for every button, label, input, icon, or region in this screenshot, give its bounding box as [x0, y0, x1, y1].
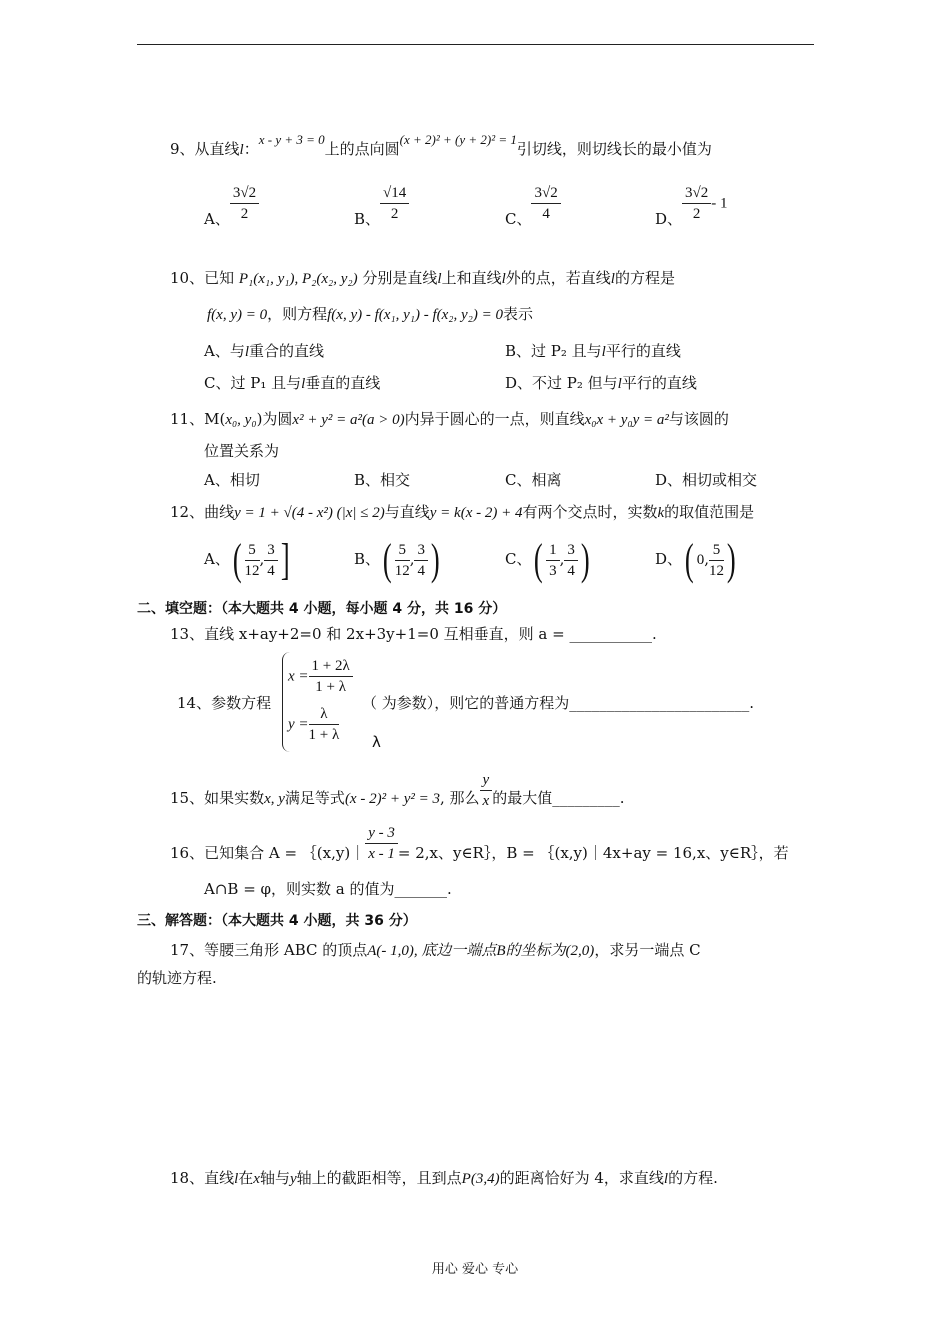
question-12: 12、曲线y = 1 + √(4 - x²) (|x| ≤ 2)与直线y = k(x - 2) + 4有两个交点时，实数k的取值范围是 — [170, 503, 755, 521]
question-10: 10、已知 P₁(x₁, y₁), P₂(x₂, y₂) 分别是直线l上和直线l外的点，若直线l的方程是 — [170, 269, 675, 287]
question-13: 13、直线 x+ay+2=0 和 2x+3y+1=0 互相垂直，则 a = ___________. — [170, 625, 657, 643]
question-14-prefix: 14、参数方程 — [177, 694, 272, 712]
q12-option-b: B、( $\frac{5}{12}$ , $\frac{3}{4}$ ) — [354, 535, 440, 584]
question-16: 16、已知集合 A = ｛(x,y)｜ $\frac{y - 3}{x - 1}$ = 2,x、y∈R｝，B = ｛(x,y)｜4x+ay = 16,x、y∈R｝，若 — [170, 825, 789, 862]
q10-option-c: C、过 P₁ 且与l垂直的直线 — [204, 374, 381, 392]
q12-option-a: A、( $\frac{5}{12}$ , $\frac{3}{4}$ ] — [204, 535, 290, 584]
question-9: 9、从直线l：x - y + 3 = 0上的点向圆(x + 2)² + (y + 2)² = 1引切线，则切线长的最小值为 — [170, 132, 712, 158]
question-17-line2: 的轨迹方程. — [137, 969, 217, 987]
q10-option-b: B、过 P₂ 且与l平行的直线 — [505, 342, 681, 360]
question-11-line2: 位置关系为 — [204, 442, 280, 460]
q14-x-equation: x = $\frac{1 + 2\lambda}{1 + \lambda}$ — [288, 656, 353, 697]
q12-option-c: C、( $\frac{1}{3}$ , $\frac{3}{4}$ ) — [505, 535, 590, 584]
q12-option-d: D、( 0, $\frac{5}{12}$ ) — [655, 535, 736, 584]
section-3-heading: 三、解答题：（本大题共 4 小题，共 36 分） — [137, 913, 417, 929]
question-16-line2: A∩B = φ，则实数 a 的值为_______. — [204, 880, 452, 898]
q11-option-a: A、相切 — [204, 471, 260, 489]
question-10-line2: f(x, y) = 0，则方程f(x, y) - f(x₁, y₁) - f(x₂, y₂) = 0表示 — [207, 305, 534, 323]
q10-option-d: D、不过 P₂ 但与l平行的直线 — [505, 374, 697, 392]
q14-lambda: λ — [372, 733, 381, 751]
q9-option-b: B、 $\frac{√14}{2}$ — [354, 183, 409, 224]
header-rule — [137, 44, 814, 45]
q10-option-a: A、与l重合的直线 — [204, 342, 325, 360]
question-17: 17、等腰三角形 ABC 的顶点A(- 1,0), 底边一端点B的坐标为(2,0)，求另一端点 C — [170, 941, 701, 959]
q11-option-d: D、相切或相交 — [655, 471, 758, 489]
question-15: 15、如果实数x, y满足等式(x - 2)² + y² = 3, 那么 $\frac{y}{x}$ 的最大值_________. — [170, 772, 625, 809]
page-footer: 用心 爱心 专心 — [431, 1262, 519, 1277]
q9-option-d: D、 $\frac{3√2}{2}$ - 1 — [655, 185, 728, 228]
q9-option-c: C、 $\frac{3√2}{4}$ — [505, 183, 561, 224]
section-2-heading: 二、填空题：（本大题共 4 小题，每小题 4 分，共 16 分） — [137, 601, 507, 617]
q11-option-c: C、相离 — [505, 471, 562, 489]
q9-option-a: A、 $\frac{3√2}{2}$ — [204, 183, 259, 224]
q11-option-b: B、相交 — [354, 471, 411, 489]
question-14-text: （ 为参数），则它的普通方程为________________________. — [362, 694, 755, 712]
question-18: 18、直线l在x轴与y轴上的截距相等，且到点P(3,4)的距离恰好为 4，求直线l的方程. — [170, 1169, 718, 1187]
question-11: 11、M(x₀, y₀)为圆x² + y² = a²(a > 0)内异于圆心的一点，则直线x₀x + y₀y = a²与该圆的 — [170, 410, 729, 428]
q14-y-equation: y = $\frac{\lambda}{1 + \lambda}$ — [288, 706, 340, 743]
